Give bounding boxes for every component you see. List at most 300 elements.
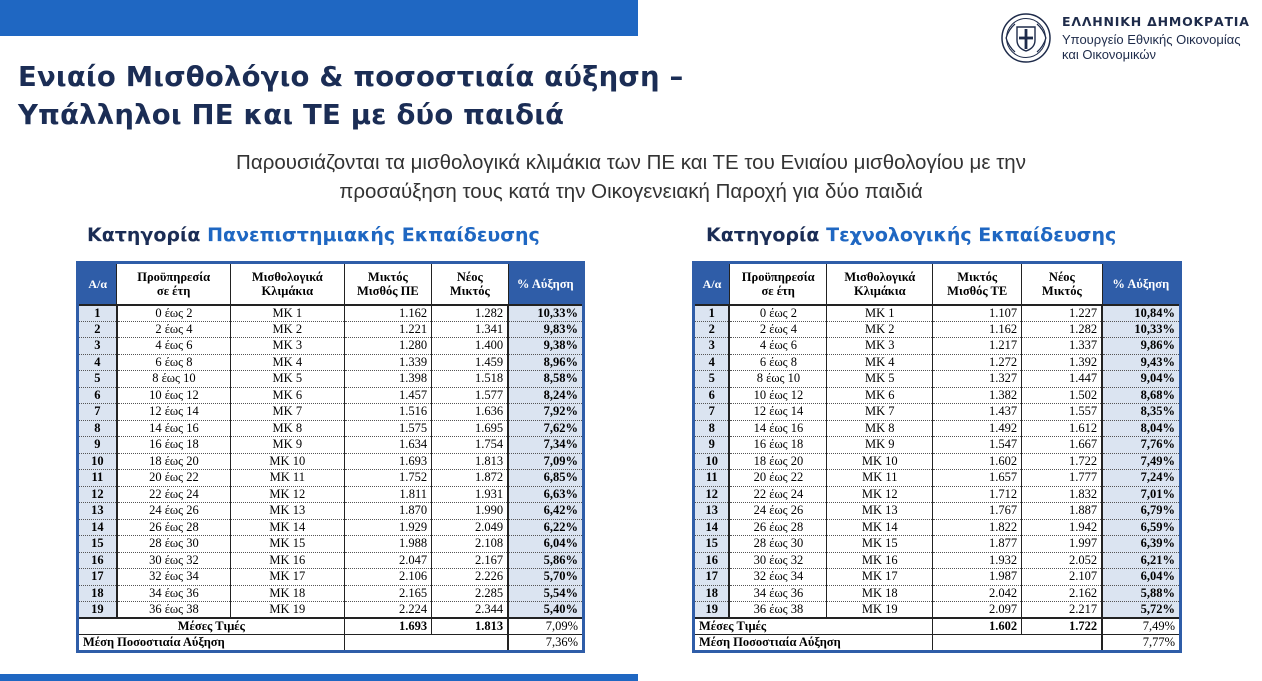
gross-cell: 1.516 <box>344 404 431 421</box>
grade-cell: ΜΚ 19 <box>230 602 344 619</box>
gross-cell: 1.107 <box>933 305 1022 322</box>
mean-increase-empty <box>344 635 508 652</box>
header-line: Προϋπηρεσία <box>137 269 211 284</box>
gross-cell: 1.752 <box>344 470 431 487</box>
years-cell: 16 έως 18 <box>117 437 231 454</box>
table-row <box>694 602 1181 619</box>
header-grade <box>230 263 344 305</box>
new-gross-cell: 1.447 <box>1022 371 1102 388</box>
grade-cell: ΜΚ 10 <box>827 453 933 470</box>
new-gross-cell: 1.612 <box>1022 420 1102 437</box>
table-row <box>694 371 1181 388</box>
years-cell: 28 έως 30 <box>729 536 826 553</box>
pct-cell: 8,04% <box>1102 420 1180 437</box>
mean-increase-empty <box>933 635 1102 652</box>
years-cell: 8 έως 10 <box>117 371 231 388</box>
grade-cell: ΜΚ 5 <box>230 371 344 388</box>
gross-cell: 1.877 <box>933 536 1022 553</box>
row-number: 9 <box>694 437 730 454</box>
pct-cell: 5,40% <box>508 602 583 619</box>
header-line: Μικτός <box>367 269 408 284</box>
grade-cell: ΜΚ 3 <box>230 338 344 355</box>
header-line: σε έτη <box>156 283 191 298</box>
new-gross-cell: 1.341 <box>432 321 509 338</box>
gross-cell: 1.221 <box>344 321 431 338</box>
header-line: Κλιμάκια <box>261 283 314 298</box>
pct-cell: 9,43% <box>1102 354 1180 371</box>
salary-table <box>692 261 1182 653</box>
logo-title: ΕΛΛΗΝΙΚΗ ΔΗΜΟΚΡΑΤΙΑ <box>1062 14 1250 29</box>
new-gross-cell: 1.997 <box>1022 536 1102 553</box>
page-title <box>18 58 683 134</box>
pct-cell: 6,22% <box>508 519 583 536</box>
years-cell: 32 έως 34 <box>117 569 231 586</box>
row-number: 3 <box>78 338 117 355</box>
new-gross-cell: 1.990 <box>432 503 509 520</box>
grade-cell: ΜΚ 9 <box>230 437 344 454</box>
years-cell: 2 έως 4 <box>729 321 826 338</box>
new-gross-cell: 1.872 <box>432 470 509 487</box>
gross-cell: 1.870 <box>344 503 431 520</box>
gross-cell: 1.280 <box>344 338 431 355</box>
gross-cell: 1.712 <box>933 486 1022 503</box>
table-row <box>694 404 1181 421</box>
gross-cell: 1.492 <box>933 420 1022 437</box>
row-number: 7 <box>78 404 117 421</box>
pct-cell: 8,35% <box>1102 404 1180 421</box>
row-number: 8 <box>694 420 730 437</box>
grade-cell: ΜΚ 13 <box>827 503 933 520</box>
pct-cell: 9,83% <box>508 321 583 338</box>
grade-cell: ΜΚ 5 <box>827 371 933 388</box>
years-cell: 30 έως 32 <box>117 552 231 569</box>
average-row <box>78 618 584 635</box>
header-line: Μικτός <box>449 283 490 298</box>
gross-cell: 1.822 <box>933 519 1022 536</box>
grade-cell: ΜΚ 17 <box>827 569 933 586</box>
page-title-line2: Υπάλληλοι ΠΕ και ΤΕ με δύο παιδιά <box>18 99 565 131</box>
average-label: Μέσες Τιμές <box>694 618 933 635</box>
row-number: 12 <box>78 486 117 503</box>
row-number: 2 <box>78 321 117 338</box>
pct-cell: 8,58% <box>508 371 583 388</box>
years-cell: 22 έως 24 <box>729 486 826 503</box>
pct-cell: 6,85% <box>508 470 583 487</box>
grade-cell: ΜΚ 14 <box>230 519 344 536</box>
row-number: 2 <box>694 321 730 338</box>
grade-cell: ΜΚ 7 <box>827 404 933 421</box>
salary-table <box>76 261 585 653</box>
years-cell: 34 έως 36 <box>117 585 231 602</box>
grade-cell: ΜΚ 4 <box>230 354 344 371</box>
pct-cell: 10,33% <box>1102 321 1180 338</box>
row-number: 18 <box>78 585 117 602</box>
new-gross-cell: 2.167 <box>432 552 509 569</box>
new-gross-cell: 2.162 <box>1022 585 1102 602</box>
new-gross-cell: 1.931 <box>432 486 509 503</box>
grade-cell: ΜΚ 16 <box>230 552 344 569</box>
average-row <box>694 618 1181 635</box>
pct-cell: 10,84% <box>1102 305 1180 322</box>
table-row <box>78 602 584 619</box>
grade-cell: ΜΚ 2 <box>827 321 933 338</box>
grade-cell: ΜΚ 13 <box>230 503 344 520</box>
years-cell: 24 έως 26 <box>117 503 231 520</box>
years-cell: 20 έως 22 <box>117 470 231 487</box>
row-number: 17 <box>78 569 117 586</box>
row-number: 7 <box>694 404 730 421</box>
row-number: 10 <box>78 453 117 470</box>
header-line: Μικτός <box>957 269 998 284</box>
pct-cell: 6,59% <box>1102 519 1180 536</box>
average-label: Μέσες Τιμές <box>78 618 345 635</box>
new-gross-cell: 2.107 <box>1022 569 1102 586</box>
category-heading-highlight: Πανεπιστημιακής Εκπαίδευσης <box>207 224 540 246</box>
pct-cell: 8,68% <box>1102 387 1180 404</box>
new-gross-cell: 1.887 <box>1022 503 1102 520</box>
pct-cell: 7,09% <box>508 453 583 470</box>
grade-cell: ΜΚ 9 <box>827 437 933 454</box>
table-row <box>694 321 1181 338</box>
table-row <box>694 420 1181 437</box>
gross-cell: 1.547 <box>933 437 1022 454</box>
average-new-gross: 1.813 <box>432 618 509 635</box>
pct-cell: 5,54% <box>508 585 583 602</box>
pct-cell: 9,04% <box>1102 371 1180 388</box>
years-cell: 24 έως 26 <box>729 503 826 520</box>
row-number: 13 <box>78 503 117 520</box>
new-gross-cell: 1.754 <box>432 437 509 454</box>
pct-cell: 5,86% <box>508 552 583 569</box>
row-number: 19 <box>694 602 730 619</box>
years-cell: 18 έως 20 <box>117 453 231 470</box>
gross-cell: 1.929 <box>344 519 431 536</box>
header-line: Κλιμάκια <box>854 283 906 298</box>
table-row <box>694 437 1181 454</box>
table-row <box>78 569 584 586</box>
mean-increase-pct: 7,36% <box>508 635 583 652</box>
years-cell: 4 έως 6 <box>117 338 231 355</box>
category-heading-highlight: Τεχνολογικής Εκπαίδευσης <box>826 224 1117 246</box>
mean-increase-row <box>694 635 1181 652</box>
header-line: σε έτη <box>761 283 795 298</box>
row-number: 5 <box>78 371 117 388</box>
header-years <box>117 263 231 305</box>
pct-cell: 7,49% <box>1102 453 1180 470</box>
new-gross-cell: 1.518 <box>432 371 509 388</box>
table-row <box>694 486 1181 503</box>
header-line: Μισθολογικά <box>251 269 323 284</box>
new-gross-cell: 1.942 <box>1022 519 1102 536</box>
header-line: Μισθός ΠΕ <box>356 283 419 298</box>
pct-cell: 9,86% <box>1102 338 1180 355</box>
table-header-row <box>78 263 584 305</box>
new-gross-cell: 1.337 <box>1022 338 1102 355</box>
years-cell: 36 έως 38 <box>729 602 826 619</box>
top-accent-bar <box>0 0 638 36</box>
new-gross-cell: 1.695 <box>432 420 509 437</box>
grade-cell: ΜΚ 3 <box>827 338 933 355</box>
row-number: 15 <box>694 536 730 553</box>
grade-cell: ΜΚ 12 <box>230 486 344 503</box>
pct-cell: 5,72% <box>1102 602 1180 619</box>
grade-cell: ΜΚ 14 <box>827 519 933 536</box>
row-number: 13 <box>694 503 730 520</box>
new-gross-cell: 1.557 <box>1022 404 1102 421</box>
table-row <box>694 305 1181 322</box>
gross-cell: 1.575 <box>344 420 431 437</box>
gross-cell: 2.042 <box>933 585 1022 602</box>
pct-cell: 6,63% <box>508 486 583 503</box>
grade-cell: ΜΚ 8 <box>827 420 933 437</box>
gross-cell: 1.932 <box>933 552 1022 569</box>
pct-cell: 7,01% <box>1102 486 1180 503</box>
table-row <box>78 420 584 437</box>
table-row <box>78 387 584 404</box>
new-gross-cell: 2.285 <box>432 585 509 602</box>
years-cell: 18 έως 20 <box>729 453 826 470</box>
table-row <box>694 552 1181 569</box>
table-row <box>78 503 584 520</box>
header-line: Μισθολογικά <box>844 269 916 284</box>
table-row <box>78 552 584 569</box>
years-cell: 6 έως 8 <box>729 354 826 371</box>
years-cell: 34 έως 36 <box>729 585 826 602</box>
grade-cell: ΜΚ 16 <box>827 552 933 569</box>
gross-cell: 2.165 <box>344 585 431 602</box>
logo-ministry-line2: και Οικονομικών <box>1062 47 1157 62</box>
average-gross: 1.602 <box>933 618 1022 635</box>
gross-cell: 2.047 <box>344 552 431 569</box>
new-gross-cell: 1.459 <box>432 354 509 371</box>
header-aa: Α/α <box>78 263 117 305</box>
row-number: 15 <box>78 536 117 553</box>
grade-cell: ΜΚ 6 <box>230 387 344 404</box>
years-cell: 26 έως 28 <box>117 519 231 536</box>
gross-cell: 1.457 <box>344 387 431 404</box>
average-gross: 1.693 <box>344 618 431 635</box>
mean-increase-row <box>78 635 584 652</box>
grade-cell: ΜΚ 1 <box>827 305 933 322</box>
pct-cell: 6,39% <box>1102 536 1180 553</box>
header-new <box>1022 263 1102 305</box>
pct-cell: 7,34% <box>508 437 583 454</box>
years-cell: 30 έως 32 <box>729 552 826 569</box>
grade-cell: ΜΚ 2 <box>230 321 344 338</box>
table-row <box>694 354 1181 371</box>
table-row <box>78 486 584 503</box>
new-gross-cell: 2.052 <box>1022 552 1102 569</box>
gross-cell: 1.987 <box>933 569 1022 586</box>
table-row <box>78 404 584 421</box>
subtitle-line1: Παρουσιάζονται τα μισθολογικά κλιμάκια των ΠΕ και ΤΕ του Ενιαίου μισθολογίου με την <box>236 151 1026 174</box>
grade-cell: ΜΚ 1 <box>230 305 344 322</box>
average-new-gross: 1.722 <box>1022 618 1102 635</box>
table-row <box>694 519 1181 536</box>
grade-cell: ΜΚ 19 <box>827 602 933 619</box>
header-line: Νέος <box>456 269 483 284</box>
page-title-line1: Ενιαίο Μισθολόγιο & ποσοστιαία αύξηση – <box>18 61 684 93</box>
table-row <box>694 470 1181 487</box>
grade-cell: ΜΚ 17 <box>230 569 344 586</box>
new-gross-cell: 1.722 <box>1022 453 1102 470</box>
grade-cell: ΜΚ 15 <box>827 536 933 553</box>
gross-cell: 1.217 <box>933 338 1022 355</box>
new-gross-cell: 1.777 <box>1022 470 1102 487</box>
pct-cell: 8,96% <box>508 354 583 371</box>
grade-cell: ΜΚ 6 <box>827 387 933 404</box>
greek-republic-seal-icon <box>1000 12 1052 64</box>
pct-cell: 5,70% <box>508 569 583 586</box>
row-number: 16 <box>694 552 730 569</box>
mean-increase-label: Μέση Ποσοστιαία Αύξηση <box>78 635 345 652</box>
row-number: 6 <box>78 387 117 404</box>
salary-table-te <box>692 261 1182 653</box>
gross-cell: 1.988 <box>344 536 431 553</box>
mean-increase-pct: 7,77% <box>1102 635 1180 652</box>
subtitle-line2: προσαύξηση τους κατά την Οικογενειακή Παροχή για δύο παιδιά <box>339 180 923 203</box>
years-cell: 10 έως 12 <box>729 387 826 404</box>
pct-cell: 7,92% <box>508 404 583 421</box>
header-line: Νέος <box>1048 269 1075 284</box>
page-subtitle <box>100 148 1162 206</box>
new-gross-cell: 1.636 <box>432 404 509 421</box>
table-row <box>694 338 1181 355</box>
header-pct: % Αύξηση <box>1102 263 1180 305</box>
years-cell: 20 έως 22 <box>729 470 826 487</box>
row-number: 3 <box>694 338 730 355</box>
years-cell: 36 έως 38 <box>117 602 231 619</box>
table-row <box>78 536 584 553</box>
table-row <box>78 354 584 371</box>
gross-cell: 2.106 <box>344 569 431 586</box>
table-row <box>694 387 1181 404</box>
years-cell: 12 έως 14 <box>729 404 826 421</box>
average-pct: 7,09% <box>508 618 583 635</box>
table-row <box>78 585 584 602</box>
table-row <box>694 585 1181 602</box>
table-row <box>78 437 584 454</box>
years-cell: 2 έως 4 <box>117 321 231 338</box>
table-header-row <box>694 263 1181 305</box>
pct-cell: 6,04% <box>1102 569 1180 586</box>
years-cell: 14 έως 16 <box>117 420 231 437</box>
years-cell: 14 έως 16 <box>729 420 826 437</box>
grade-cell: ΜΚ 11 <box>827 470 933 487</box>
years-cell: 28 έως 30 <box>117 536 231 553</box>
logo-ministry-line1: Υπουργείο Εθνικής Οικονομίας <box>1062 32 1241 47</box>
years-cell: 4 έως 6 <box>729 338 826 355</box>
gross-cell: 2.097 <box>933 602 1022 619</box>
pct-cell: 6,42% <box>508 503 583 520</box>
row-number: 1 <box>694 305 730 322</box>
new-gross-cell: 1.282 <box>1022 321 1102 338</box>
row-number: 19 <box>78 602 117 619</box>
years-cell: 32 έως 34 <box>729 569 826 586</box>
new-gross-cell: 1.392 <box>1022 354 1102 371</box>
row-number: 1 <box>78 305 117 322</box>
table-row <box>694 453 1181 470</box>
gross-cell: 1.634 <box>344 437 431 454</box>
table-row <box>78 453 584 470</box>
header-grade <box>827 263 933 305</box>
gross-cell: 1.437 <box>933 404 1022 421</box>
grade-cell: ΜΚ 12 <box>827 486 933 503</box>
ministry-logo <box>1000 12 1250 64</box>
new-gross-cell: 2.226 <box>432 569 509 586</box>
table-row <box>78 321 584 338</box>
row-number: 14 <box>78 519 117 536</box>
header-line: Μικτός <box>1041 283 1082 298</box>
gross-cell: 1.327 <box>933 371 1022 388</box>
new-gross-cell: 1.400 <box>432 338 509 355</box>
new-gross-cell: 2.344 <box>432 602 509 619</box>
years-cell: 12 έως 14 <box>117 404 231 421</box>
grade-cell: ΜΚ 4 <box>827 354 933 371</box>
pct-cell: 6,04% <box>508 536 583 553</box>
row-number: 9 <box>78 437 117 454</box>
table-row <box>78 338 584 355</box>
gross-cell: 1.272 <box>933 354 1022 371</box>
header-pct: % Αύξηση <box>508 263 583 305</box>
pct-cell: 5,88% <box>1102 585 1180 602</box>
years-cell: 22 έως 24 <box>117 486 231 503</box>
new-gross-cell: 1.282 <box>432 305 509 322</box>
new-gross-cell: 1.502 <box>1022 387 1102 404</box>
table-row <box>78 470 584 487</box>
gross-cell: 1.811 <box>344 486 431 503</box>
gross-cell: 2.224 <box>344 602 431 619</box>
category-heading-te <box>706 224 1116 246</box>
row-number: 18 <box>694 585 730 602</box>
new-gross-cell: 1.832 <box>1022 486 1102 503</box>
years-cell: 0 έως 2 <box>117 305 231 322</box>
gross-cell: 1.398 <box>344 371 431 388</box>
table-row <box>78 519 584 536</box>
row-number: 6 <box>694 387 730 404</box>
salary-table-pe <box>76 261 585 653</box>
average-pct: 7,49% <box>1102 618 1180 635</box>
pct-cell: 8,24% <box>508 387 583 404</box>
row-number: 5 <box>694 371 730 388</box>
category-heading-prefix: Κατηγορία <box>706 224 827 246</box>
gross-cell: 1.162 <box>933 321 1022 338</box>
pct-cell: 7,62% <box>508 420 583 437</box>
grade-cell: ΜΚ 7 <box>230 404 344 421</box>
row-number: 17 <box>694 569 730 586</box>
grade-cell: ΜΚ 11 <box>230 470 344 487</box>
table-row <box>78 305 584 322</box>
new-gross-cell: 1.667 <box>1022 437 1102 454</box>
pct-cell: 7,24% <box>1102 470 1180 487</box>
pct-cell: 10,33% <box>508 305 583 322</box>
header-years <box>729 263 826 305</box>
grade-cell: ΜΚ 10 <box>230 453 344 470</box>
bottom-accent-bar <box>0 674 638 681</box>
gross-cell: 1.693 <box>344 453 431 470</box>
pct-cell: 7,76% <box>1102 437 1180 454</box>
gross-cell: 1.162 <box>344 305 431 322</box>
category-heading-pe <box>87 224 540 246</box>
years-cell: 26 έως 28 <box>729 519 826 536</box>
pct-cell: 6,21% <box>1102 552 1180 569</box>
new-gross-cell: 2.108 <box>432 536 509 553</box>
gross-cell: 1.602 <box>933 453 1022 470</box>
gross-cell: 1.657 <box>933 470 1022 487</box>
grade-cell: ΜΚ 18 <box>230 585 344 602</box>
years-cell: 8 έως 10 <box>729 371 826 388</box>
row-number: 14 <box>694 519 730 536</box>
